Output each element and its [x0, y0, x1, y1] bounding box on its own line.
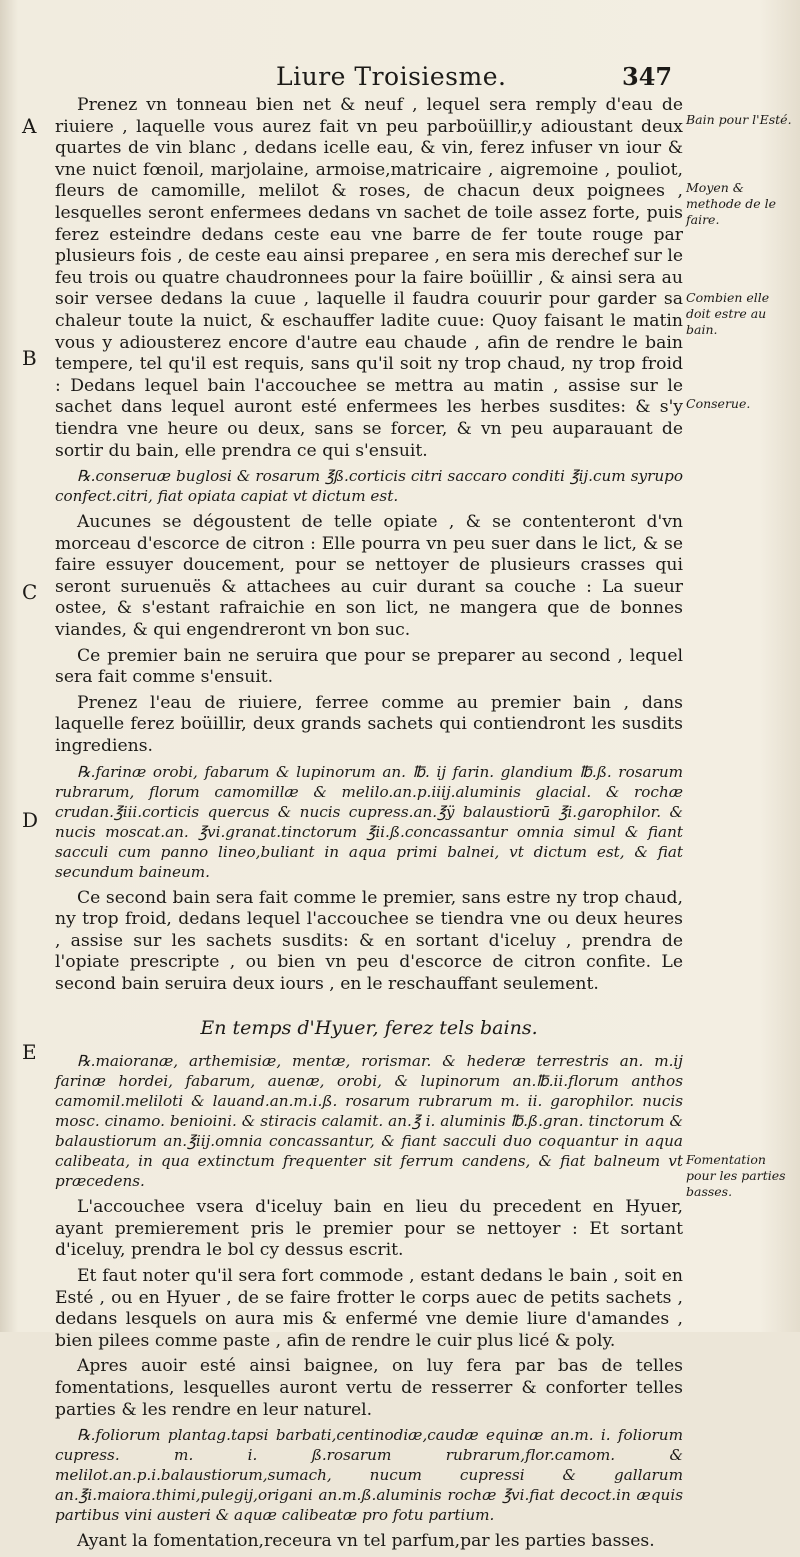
marginal-note: Fomentation pour les parties basses.: [686, 1152, 786, 1199]
main-text: [55, 95, 683, 1557]
section-heading: En temps d'Hyuer, ferez tels bains.: [200, 1016, 538, 1039]
paragraph: Prenez l'eau de riuiere, ferree comme au premier bain , dans laquelle ferez boüillir, deux grands sachets qui contiendront les susdits ingrediens.: [55, 692, 683, 757]
paragraph: Ayant la fomentation,receura vn tel parfum,par les parties basses.: [77, 1531, 655, 1552]
section-letter-e: E: [22, 1040, 37, 1064]
marginal-note: Bain pour l'Esté.: [686, 112, 792, 127]
paragraph: Prenez vn tonneau bien net & neuf , lequel sera remply d'eau de riuiere , laquelle vous aurez fait vn peu parboüillir,y adioustant deux quartes de vin blanc , dedans icelle eau, & vin, ferez infuser vn iour & vne nuict fœnoil, marjolaine, armoise,matricaire , aigremoine , pouliot, fleurs de camomille, melilot & roses, de chacun deux poignees , lesquelles seront enfermees dedans vn sachet de toile assez forte, puis ferez esteindre dedans ceste eau vne barre de fer toute rouge par plusieurs fois , de ceste eau ainsi preparee , en sera mis derechef sur le feu trois ou quatre chaudronnees pour la faire boüillir , & ainsi sera au soir versee dedans la cuue , laquelle il faudra couurir pour garder sa chaleur toute la nuict, & eschauffer ladite cuue: Quoy faisant le matin vous y adiousterez encore d'autre eau chaude , afin de rendre le bain tempere, tel qu'il est requis, sans qu'il soit ny trop chaud, ny trop froid : Dedans lequel bain l'accouchee se mettra au matin , assise sur le sachet dans lequel auront esté enfermees les herbes susdites: & s'y tiendra vne heure ou deux, sans se forcer, & vn peu auparauant de sortir du bain, elle prendra ce qui s'ensuit.: [55, 95, 683, 461]
paragraph: Apres auoir esté ainsi baignee, on luy fera par bas de telles fomentations, lesquelles auront vertu de resserrer & conforter telles parties & les rendre en leur naturel.: [55, 1356, 683, 1420]
marginal-note: Combien elle doit estre au bain.: [686, 290, 770, 337]
marginal-note: Conserue.: [686, 396, 751, 411]
section-letter-d: D: [22, 808, 39, 832]
paragraph: L'accouchee vsera d'iceluy bain en lieu du precedent en Hyuer, ayant premierement pris le premier pour se nettoyer : Et sortant d'iceluy, prendra le bol cy dessus escrit.: [55, 1197, 683, 1261]
paragraph: Ce premier bain ne seruira que pour se preparer au second , lequel sera fait comme s'ensuit.: [55, 645, 683, 688]
paragraph: Et faut noter qu'il sera fort commode , estant dedans le bain , soit en Esté , ou en Hyuer , de se faire frotter le corps auec de petits sachets , dedans lesquels on aura mis & enfermé vne demie liure d'amandes , bien pilees comme paste , afin de rendre le cuir plus licé & poly.: [55, 1265, 683, 1351]
page-header: [0, 58, 800, 98]
recipe-formula: ℞.maioranæ, arthemisiæ, mentæ, rorismar. & hederæ terrestris an. m.ij farinæ hordei, fabarum, auenæ, orobi, & lupinorum an.℔.ii.florum anthos camomil.meliloti & lauand.an.m.i.ß. rosarum rubrarum m. ii. garophilor. nucis mosc. cinamo. benioini. & stiracis calamit. an.℥ i. aluminis ℔.ß.gran. tinctorum & balaustiorum an.℥iij.omnia concassantur, & fiant sacculi duo coquantur in aqua calibeata, in qua extinctum frequenter sit ferrum candens, & fiat balneum vt præcedens.: [55, 1052, 683, 1191]
paragraph: Aucunes se dégoustent de telle opiate , & se contenteront d'vn morceau d'escorce de citron : Elle pourra vn peu suer dans le lict, & se faire essuyer doucement, pour se nettoyer de plusieurs crasses qui seront suruenuës & attachees au cuir durant sa couche : La sueur ostee, & s'estant rafraichie en son lict, ne mangera que de bonnes viandes, & qui engendreront vn bon suc.: [55, 512, 683, 641]
section-letter-a: A: [22, 114, 37, 138]
recipe-formula: ℞.conseruæ buglosi & rosarum ℥ß.corticis citri saccaro conditi ℥ij.cum syrupo confect.citri, fiat opiata capiat vt dictum est.: [55, 467, 683, 506]
marginal-note: Moyen & methode de le faire.: [686, 180, 776, 227]
paragraph: Ce second bain sera fait comme le premier, sans estre ny trop chaud, ny trop froid, dedans lequel l'accouchee se tiendra vne ou deux heures , assise sur les sachets susdits: & en sortant d'iceluy , prendra de l'opiate prescripte , ou bien vn peu d'escorce de citron confite. Le second bain seruira deux iours , en le reschauffant seulement.: [55, 887, 683, 994]
section-letter-b: B: [22, 346, 37, 370]
recipe-formula: ℞.foliorum plantag.tapsi barbati,centinodiæ,caudæ equinæ an.m. i. foliorum cupress. m. i. ß.rosarum rubrarum,flor.camom. & melilot.an.p.i.balaustiorum,sumach, nucum cupressi & gallarum an.℥i.maiora.thimi,pulegij,origani an.m.ß.aluminis rochæ ℥vi.fiat decoct.in æquis partibus vini austeri & aquæ calibeatæ pro fotu partium.: [55, 1426, 683, 1525]
page-number: 347: [622, 62, 673, 91]
recipe-formula: ℞.farinæ orobi, fabarum & lupinorum an. ℔. ij farin. glandium ℔.ß. rosarum rubrarum, florum camomillæ & melilo.an.p.iiij.aluminis glacial. & rochæ crudan.℥iii.corticis quercus & nucis cupress.an.℥ÿ balaustiorū ℥i.garophilor. & nucis moscat.an. ℥vi.granat.tinctorum ℥ii.ß.concassantur omnia simul & fiant sacculi cum panno lineo,buliant in aqua primi balnei, vt dictum est, & fiat secundum baineum.: [55, 762, 683, 881]
section-letter-c: C: [22, 580, 38, 604]
running-head: Liure Troisiesme.: [276, 62, 507, 91]
